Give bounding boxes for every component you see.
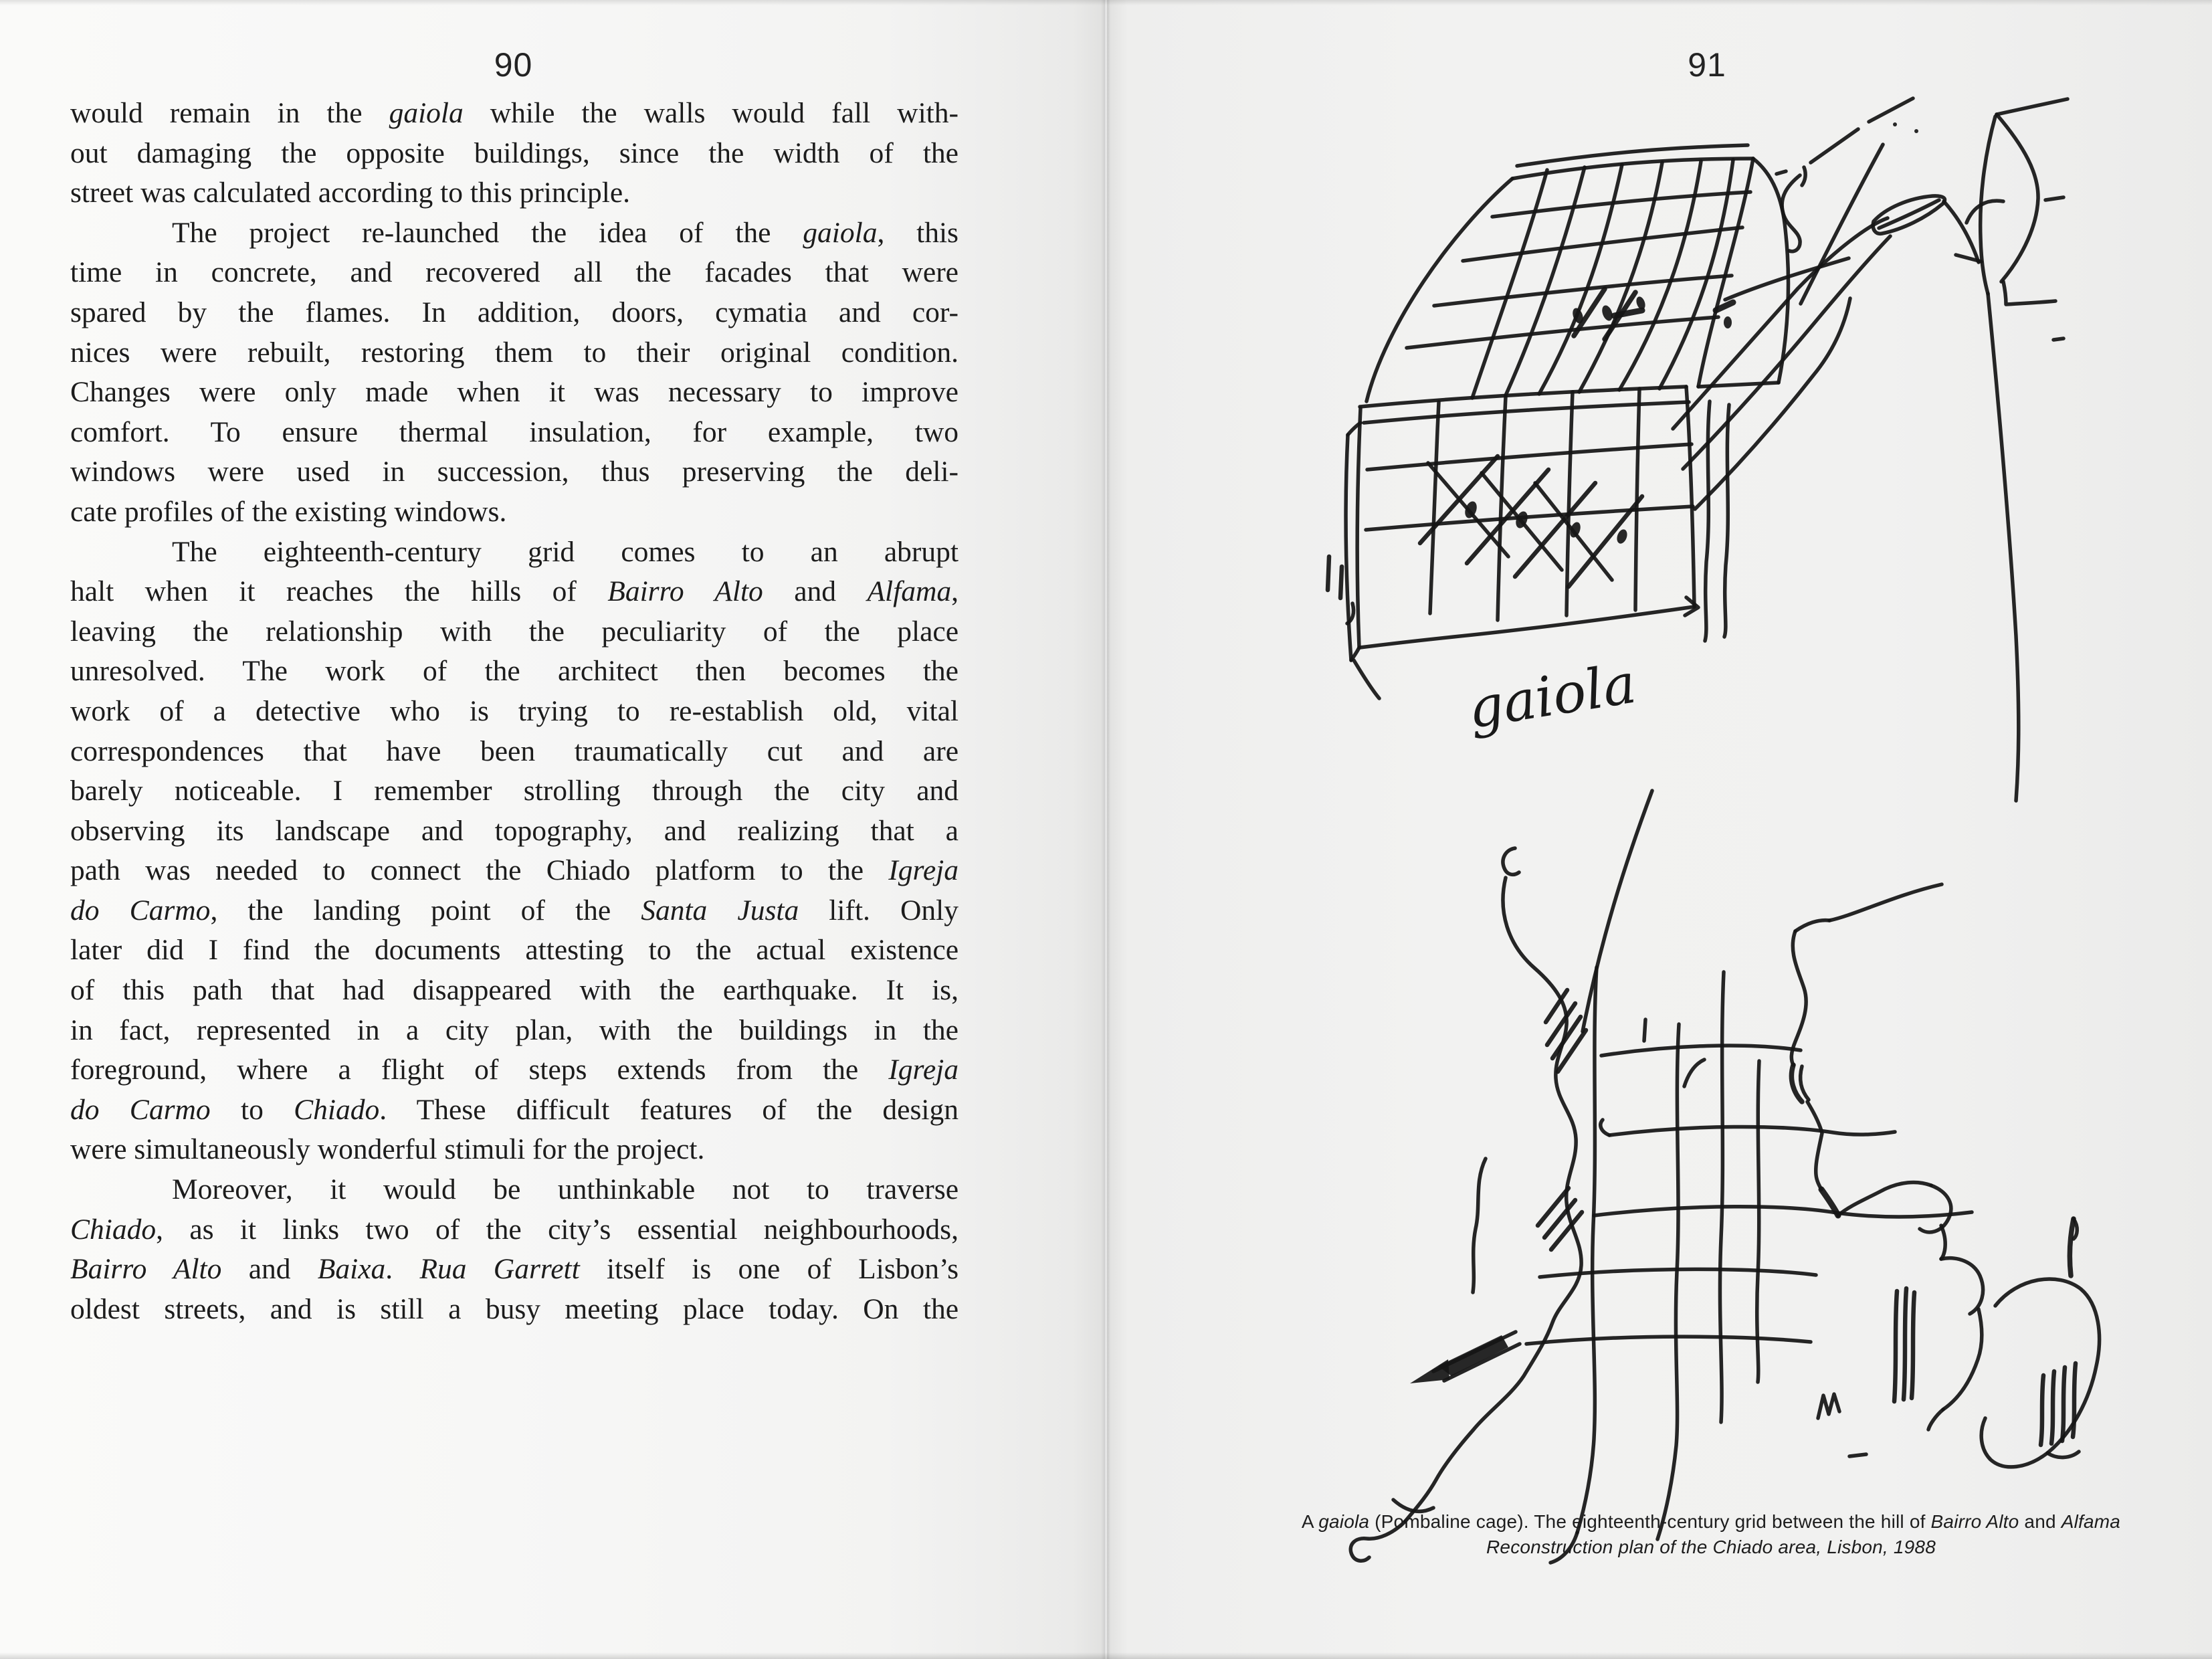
text-line [70,452,959,492]
stray-stroke [1583,791,1652,1032]
text: The project re-launched the idea of the [172,216,803,249]
hillside-sketch [1673,98,2068,801]
text: A [1301,1511,1319,1532]
italic-text: gaiola [803,216,878,249]
text: , the landing point of the [210,894,641,926]
text-line [70,1130,959,1170]
italic-text: Chiado [294,1093,380,1126]
italic-text: Bairro Alto [607,575,763,608]
text: . [385,1253,420,1286]
italic-text: Alfama [2061,1511,2121,1532]
text-line [70,532,959,573]
italic-text: gaiola [389,97,464,129]
text: halt when it reaches the hills of [70,575,608,608]
text-line [70,612,959,652]
text: The eighteenth-century grid comes to an abrupt [172,535,959,568]
italic-text: do Carmo [70,894,211,926]
text-line [70,253,959,293]
text: windows were used in succession, thus preserving the deli- [70,456,959,488]
text-line [70,732,959,772]
page-bottom-edge [0,1652,2212,1659]
text: cate profiles of the existing windows. [70,495,507,528]
italic-text: Baixa [317,1253,386,1286]
text-line [70,851,959,891]
caption-line [1239,1509,2183,1535]
text: oldest streets, and is still a busy meeting place today. On the [70,1292,959,1325]
text: of this path that had disappeared with the earthquake. It is, [70,974,959,1007]
gaiola-handwriting: gaiola [1464,652,1641,741]
page-number-left: 90 [494,46,533,84]
text: and [763,575,868,608]
text: barely noticeable. I remember strolling through the city and [70,775,959,807]
italic-text: Santa Justa [641,894,799,926]
text-line [70,1050,959,1090]
text: Moreover, it would be unthinkable not to traverse [172,1173,959,1206]
text: would remain in the [70,97,389,129]
text-line [70,213,959,254]
text-line [70,94,959,134]
text-line [70,771,959,811]
text-line [70,333,959,373]
text: comfort. To ensure thermal insulation, for example, two [70,415,959,448]
text: observing its landscape and topography, and realizing that a [70,814,959,847]
page-top-edge [0,0,2212,5]
text-line [70,692,959,732]
text: (Pombaline cage). The eighteenth-century grid between the hill of [1369,1511,1931,1532]
text: were simultaneously wonderful stimuli for the project. [70,1133,705,1166]
text: time in concrete, and recovered all the facades that were [70,256,959,289]
text: path was needed to connect the Chiado platform to the [70,854,889,887]
text-line [70,811,959,852]
text: leaving the relationship with the peculiarity of the place [70,615,959,648]
italic-text: do Carmo [70,1093,211,1126]
text: and [221,1253,318,1286]
text-line [70,572,959,612]
text-line [70,173,959,213]
page-91 [1106,0,2212,1659]
text: out damaging the opposite buildings, since the width of the [70,136,959,169]
text-line [70,1090,959,1131]
text: spared by the flames. In addition, doors, cymatia and cor- [70,296,959,328]
text: street was calculated according to this principle. [70,177,631,209]
text-line [70,413,959,453]
text-line [70,891,959,931]
text: , as it links two of the city’s essential neighbourhoods, [156,1213,959,1246]
page-number-right: 91 [1688,46,1726,84]
plan-sketch [1350,848,2099,1563]
text-line [70,492,959,532]
text-line [70,652,959,692]
text: and [2019,1511,2062,1532]
italic-text: Igreja [888,1054,959,1086]
body-text-block [70,94,959,1329]
text: unresolved. The work of the architect then becomes the [70,655,959,688]
text-line [70,1250,959,1290]
figure-caption [1239,1509,2183,1559]
caption-line [1239,1535,2183,1560]
text-line [70,931,959,971]
italic-text: Alfama [867,575,952,608]
text: work of a detective who is trying to re-establish old, vital [70,694,959,727]
italic-text: Chiado [70,1213,157,1246]
text-line [70,971,959,1011]
text-line [70,1170,959,1210]
text-line [70,1290,959,1330]
text: while the walls would fall with- [463,97,959,129]
text-line [70,373,959,413]
text-line [70,1011,959,1051]
ink-sketches [1106,0,2212,1659]
gaiola-cage-sketch [1328,145,1789,698]
italic-text: Bairro Alto [1930,1511,2019,1532]
italic-text: Reconstruction plan of the Chiado area, Lisbon, 1988 [1486,1536,1936,1557]
italic-text: Rua Garrett [419,1253,580,1286]
text: to [210,1093,294,1126]
text: lift. Only [799,894,959,926]
text: foreground, where a flight of steps extends from the [70,1054,889,1086]
text: , [951,575,959,608]
book-gutter-seam [1101,0,1110,1659]
text: itself is one of Lisbon’s [579,1253,959,1286]
text: in fact, represented in a city plan, with the buildings in the [70,1013,959,1046]
text-line [70,293,959,333]
italic-text: gaiola [1318,1511,1370,1532]
text: nices were rebuilt, restoring them to their original condition. [70,336,959,369]
text-line [70,1210,959,1250]
text: Changes were only made when it was necessary to improve [70,376,959,409]
text: . These difficult features of the design [379,1093,959,1126]
text-line [70,134,959,174]
text: , this [877,216,959,249]
text: later did I find the documents attesting to the actual existence [70,934,959,967]
italic-text: Bairro Alto [70,1253,222,1286]
italic-text: Igreja [888,854,959,887]
text: correspondences that have been traumatically cut and are [70,735,959,767]
